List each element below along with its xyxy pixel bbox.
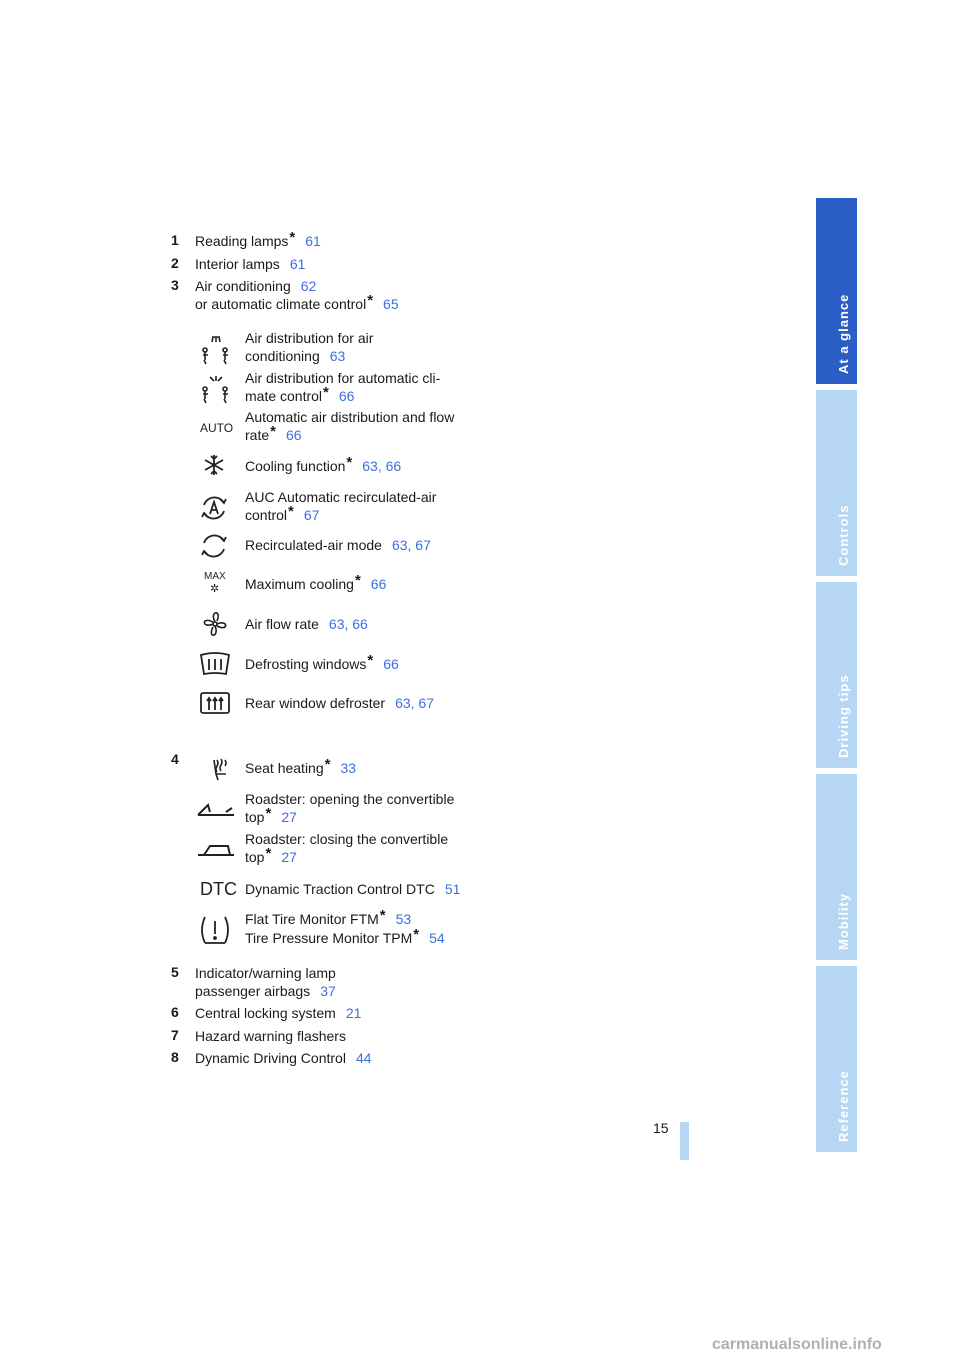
watermark: carmanualsonline.info: [712, 1336, 882, 1353]
page-marker: [680, 1122, 689, 1160]
item-airbag-indicator: Indicator/warning lamp passenger airbags 37: [195, 965, 336, 999]
climate-item: Rear window defroster 63, 67: [245, 695, 434, 711]
windshield-defrost-icon: [196, 647, 236, 681]
auto-icon: AUTO: [200, 421, 234, 435]
page-ref-link[interactable]: 66: [370, 576, 387, 592]
item-number: 5: [171, 964, 179, 980]
sidebar-tab-controls[interactable]: Controls: [816, 390, 857, 579]
climate-item: Automatic air distribution and flow rate* 66: [245, 409, 455, 443]
page-ref-link[interactable]: 63: [329, 348, 346, 364]
page-ref-link[interactable]: 53: [395, 911, 412, 927]
convertible-close-icon: [196, 834, 236, 868]
page-ref-link[interactable]: 51: [444, 881, 461, 897]
page-ref-link[interactable]: 37: [320, 983, 336, 999]
page-ref-link[interactable]: 66: [383, 656, 399, 672]
item-number: 3: [171, 277, 179, 293]
climate-item: Maximum cooling* 66: [245, 572, 387, 592]
page-ref-link[interactable]: 62: [300, 278, 317, 294]
page-ref-link[interactable]: 66: [338, 388, 355, 404]
item-number: 7: [171, 1027, 179, 1043]
page-ref-link[interactable]: 63, 66: [328, 616, 368, 632]
item-central-locking: Central locking system 21: [195, 1005, 362, 1021]
page-ref-link[interactable]: 27: [281, 849, 297, 865]
page-ref-link[interactable]: 65: [383, 296, 399, 312]
console-item: Seat heating* 33: [245, 756, 357, 776]
sidebar-tab-reference[interactable]: Reference: [816, 966, 857, 1155]
sidebar-tab-at-a-glance[interactable]: At a glance: [816, 198, 857, 387]
sidebar-tab-driving-tips[interactable]: Driving tips: [816, 582, 857, 771]
page-ref-link[interactable]: 63, 67: [391, 537, 431, 553]
item-number: 1: [171, 232, 179, 248]
climate-item: Cooling function* 63, 66: [245, 454, 402, 474]
console-item: Flat Tire Monitor FTM* 53 Tire Pressure Monitor TPM* 54: [245, 907, 445, 946]
climate-item: Air distribution for automatic cli- mate control* 66: [245, 370, 441, 404]
rear-defrost-icon: [196, 686, 236, 720]
convertible-open-icon: [196, 794, 236, 828]
fan-icon: [196, 607, 236, 641]
climate-item: Recirculated-air mode 63, 67: [245, 537, 431, 553]
item-number: 8: [171, 1049, 179, 1065]
climate-item: Defrosting windows* 66: [245, 652, 399, 672]
item-number: 6: [171, 1004, 179, 1020]
page-ref-link[interactable]: 61: [305, 233, 321, 249]
seat-heating-icon: [196, 751, 236, 785]
page-ref-link[interactable]: 33: [340, 760, 357, 776]
item-air-conditioning: Air conditioning 62 or automatic climate control* 65: [195, 278, 399, 312]
max-cooling-icon: MAX ✲: [204, 571, 226, 595]
recirculation-icon: [196, 529, 236, 563]
page-ref-link[interactable]: 61: [289, 256, 306, 272]
item-reading-lamps: Reading lamps* 61: [195, 229, 321, 249]
page-ref-link[interactable]: 63, 66: [362, 458, 402, 474]
climate-item: Air distribution for air conditioning 63: [245, 330, 374, 364]
page-ref-link[interactable]: 27: [281, 809, 297, 825]
air-distribution-auto-icon: [196, 372, 236, 406]
page-ref-link[interactable]: 44: [355, 1050, 372, 1066]
item-interior-lamps: Interior lamps 61: [195, 256, 306, 272]
item-number: 2: [171, 255, 179, 271]
item-number: 4: [171, 751, 179, 767]
item-hazard-flashers: Hazard warning flashers: [195, 1028, 346, 1044]
item-dynamic-driving-control: Dynamic Driving Control 44: [195, 1050, 372, 1066]
climate-item: AUC Automatic recirculated-air control* 67: [245, 489, 437, 523]
console-item: Roadster: closing the convertible top* 27: [245, 831, 449, 865]
page-ref-link[interactable]: 63, 67: [395, 695, 434, 711]
page-ref-link[interactable]: 54: [429, 930, 445, 946]
page-ref-link[interactable]: 66: [285, 427, 302, 443]
console-item: Dynamic Traction Control DTC 51: [245, 881, 461, 897]
dtc-icon: DTC: [200, 879, 237, 899]
auc-recirculation-icon: [196, 491, 236, 525]
page-ref-link[interactable]: 21: [345, 1005, 362, 1021]
tire-warning-icon: [196, 913, 236, 947]
climate-item: Air flow rate 63, 66: [245, 616, 368, 632]
snowflake-icon: [196, 448, 236, 482]
console-item: Roadster: opening the convertible top* 27: [245, 791, 455, 825]
air-distribution-icon: [196, 333, 236, 367]
sidebar-tab-mobility[interactable]: Mobility: [816, 774, 857, 963]
page-number: 15: [653, 1120, 669, 1136]
page-ref-link[interactable]: 67: [303, 507, 320, 523]
